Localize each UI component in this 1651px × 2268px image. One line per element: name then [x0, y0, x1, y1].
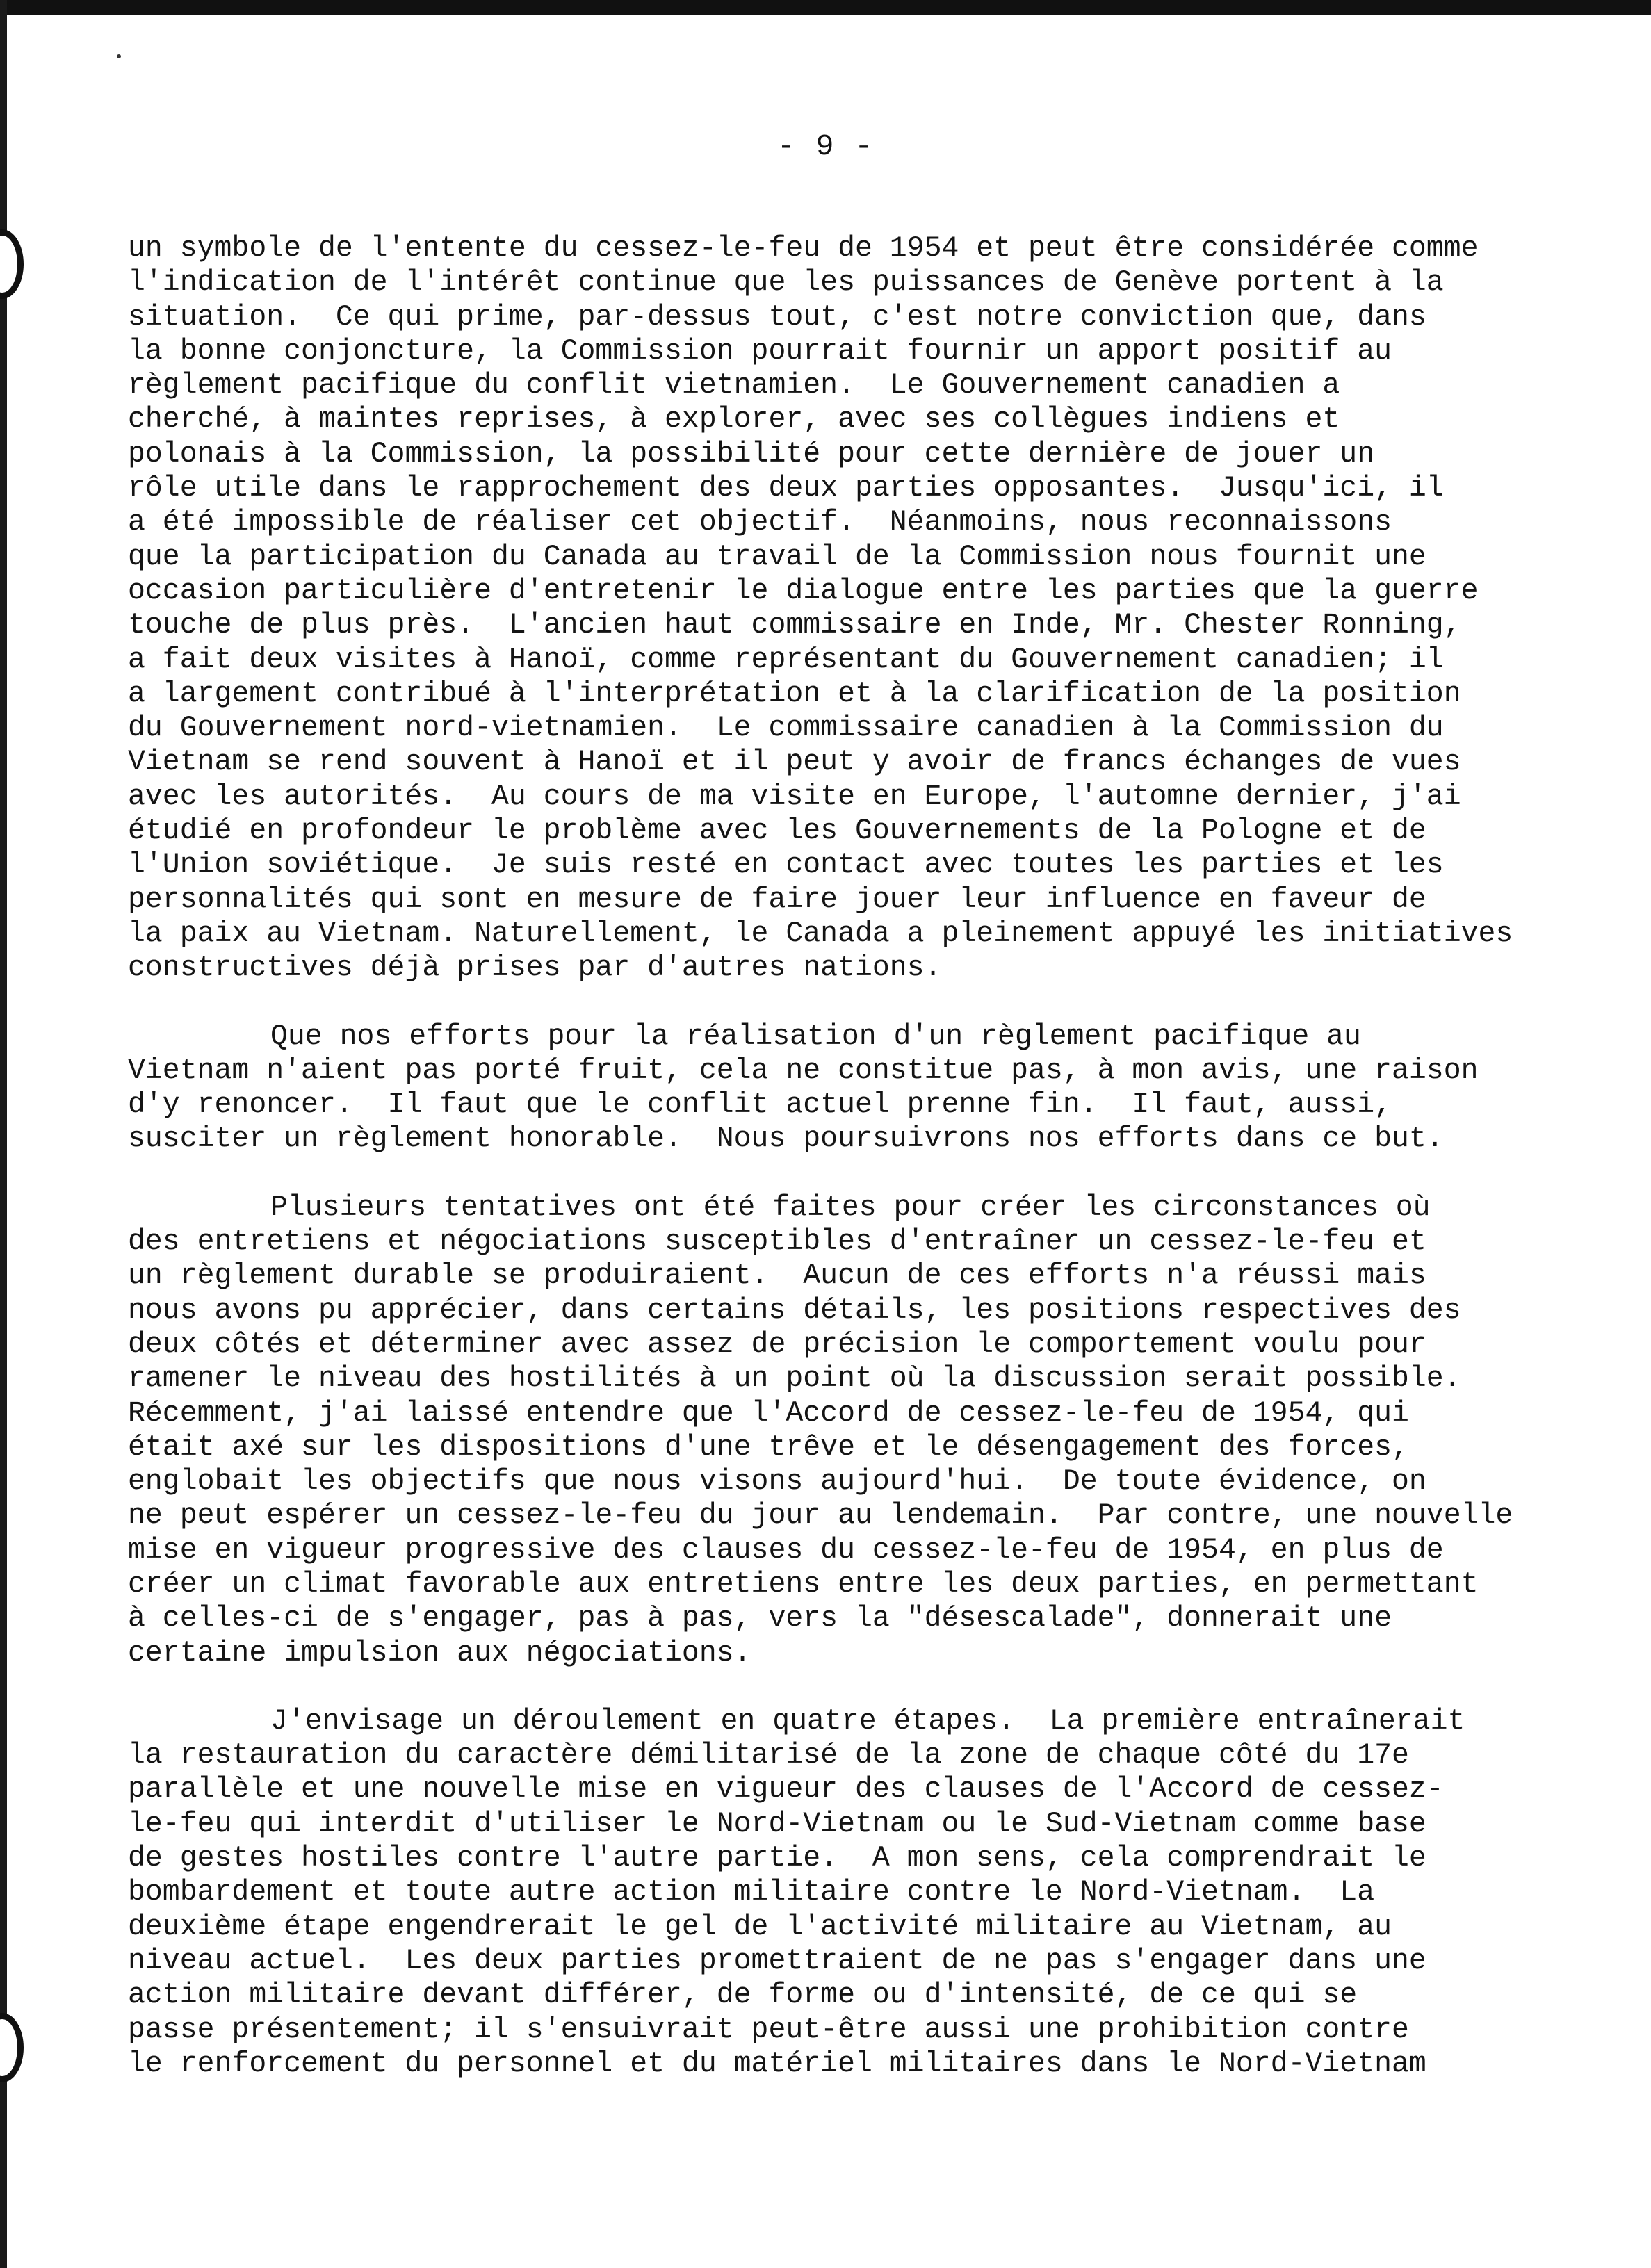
text-line: englobait les objectifs que nous visons aujourd'hui. De toute évidence, on	[128, 1465, 1426, 1499]
paragraph-1	[128, 231, 1539, 986]
text-line: parallèle et une nouvelle mise en vigueur des clauses de l'Accord de cessez-	[128, 1773, 1444, 1806]
text-line: constructives déjà prises par d'autres nations.	[128, 952, 942, 985]
text-line: étudié en profondeur le problème avec les Gouvernements de la Pologne et de	[128, 815, 1426, 848]
text-line: des entretiens et négociations susceptibles d'entraîner un cessez-le-feu et	[128, 1225, 1426, 1259]
scan-speck	[117, 54, 121, 58]
text-line: passe présentement; il s'ensuivrait peut-être aussi une prohibition contre	[128, 2013, 1409, 2046]
text-line: était axé sur les dispositions d'une trêve et le désengagement des forces,	[128, 1430, 1409, 1464]
text-line: avec les autorités. Au cours de ma visite en Europe, l'automne dernier, j'ai	[128, 780, 1461, 813]
text-line: Plusieurs tentatives ont été faites pour créer les circonstances où	[270, 1191, 1431, 1224]
text-line: polonais à la Commission, la possibilité pour cette dernière de jouer un	[128, 437, 1375, 471]
text-line: un symbole de l'entente du cessez-le-feu de 1954 et peut être considérée comme	[128, 232, 1479, 265]
text-line: action militaire devant différer, de forme ou d'intensité, de ce qui se	[128, 1979, 1358, 2012]
text-line: J'envisage un déroulement en quatre étapes. La première entraînerait	[270, 1704, 1465, 1738]
text-line: à celles-ci de s'engager, pas à pas, vers la "désescalade", donnerait une	[128, 1602, 1392, 1635]
text-line: rôle utile dans le rapprochement des deux parties opposantes. Jusqu'ici, il	[128, 472, 1444, 505]
body-text	[128, 231, 1539, 2081]
text-line: du Gouvernement nord-vietnamien. Le commissaire canadien à la Commission du	[128, 712, 1444, 745]
text-line: mise en vigueur progressive des clauses du cessez-le-feu de 1954, en plus de	[128, 1533, 1444, 1567]
text-line: créer un climat favorable aux entretiens entre les deux parties, en permettant	[128, 1567, 1479, 1601]
scan-border-left	[0, 0, 7, 2268]
text-line: ramener le niveau des hostilités à un point où la discussion serait possible.	[128, 1362, 1461, 1396]
text-line: la bonne conjoncture, la Commission pourrait fournir un apport positif au	[128, 334, 1392, 368]
text-line: de gestes hostiles contre l'autre partie. A mon sens, cela comprendrait le	[128, 1842, 1426, 1875]
text-line: règlement pacifique du conflit vietnamien. Le Gouvernement canadien a	[128, 369, 1340, 402]
text-line: un règlement durable se produiraient. Aucun de ces efforts n'a réussi mais	[128, 1259, 1426, 1293]
text-line: niveau actuel. Les deux parties promettraient de ne pas s'engager dans une	[128, 1944, 1426, 1977]
text-line: le renforcement du personnel et du matériel militaires dans le Nord-Vietnam	[128, 2047, 1426, 2080]
text-line: occasion particulière d'entretenir le dialogue entre les parties que la guerre	[128, 574, 1479, 607]
paragraph-3	[128, 1191, 1539, 1670]
text-line: deuxième étape engendrerait le gel de l'activité militaire au Vietnam, au	[128, 1910, 1392, 1943]
text-line: Que nos efforts pour la réalisation d'un règlement pacifique au	[270, 1020, 1361, 1053]
text-line: l'indication de l'intérêt continue que les puissances de Genève portent à la	[128, 266, 1444, 300]
text-line: l'Union soviétique. Je suis resté en contact avec toutes les parties et les	[128, 849, 1444, 882]
paragraph-2	[128, 1020, 1539, 1157]
text-line: personnalités qui sont en mesure de faire jouer leur influence en faveur de	[128, 883, 1426, 916]
text-line: le-feu qui interdit d'utiliser le Nord-Vietnam ou le Sud-Vietnam comme base	[128, 1807, 1426, 1841]
text-line: touche de plus près. L'ancien haut commissaire en Inde, Mr. Chester Ronning,	[128, 609, 1461, 642]
text-line: cherché, à maintes reprises, à explorer, avec ses collègues indiens et	[128, 403, 1340, 437]
text-line: Vietnam n'aient pas porté fruit, cela ne constitue pas, à mon avis, une raison	[128, 1054, 1479, 1087]
text-line: bombardement et toute autre action militaire contre le Nord-Vietnam. La	[128, 1876, 1375, 1909]
text-line: situation. Ce qui prime, par-dessus tout, c'est notre conviction que, dans	[128, 300, 1426, 334]
scan-border-top	[0, 0, 1651, 15]
paragraph-4	[128, 1704, 1539, 2081]
text-line: susciter un règlement honorable. Nous poursuivrons nos efforts dans ce but.	[128, 1123, 1444, 1156]
text-line: a largement contribué à l'interprétation et à la clarification de la position	[128, 677, 1461, 710]
text-line: deux côtés et déterminer avec assez de précision le comportement voulu pour	[128, 1328, 1426, 1361]
text-line: la paix au Vietnam. Naturellement, le Canada a pleinement appuyé les initiatives	[128, 917, 1513, 950]
binder-hole-top	[0, 229, 24, 299]
text-line: que la participation du Canada au travail de la Commission nous fournit une	[128, 540, 1426, 573]
text-line: nous avons pu apprécier, dans certains détails, les positions respectives des	[128, 1294, 1461, 1327]
text-line: a fait deux visites à Hanoï, comme représentant du Gouvernement canadien; il	[128, 643, 1444, 676]
text-line: certaine impulsion aux négociations.	[128, 1636, 751, 1670]
page-number: - 9 -	[776, 129, 875, 163]
text-line: a été impossible de réaliser cet objectif. Néanmoins, nous reconnaissons	[128, 506, 1392, 539]
text-line: d'y renoncer. Il faut que le conflit actuel prenne fin. Il faut, aussi,	[128, 1088, 1392, 1122]
text-line: la restauration du caractère démilitarisé de la zone de chaque côté du 17e	[128, 1739, 1409, 1772]
binder-hole-bottom	[0, 2013, 24, 2082]
text-line: Vietnam se rend souvent à Hanoï et il peut y avoir de francs échanges de vues	[128, 746, 1461, 779]
text-line: Récemment, j'ai laissé entendre que l'Accord de cessez-le-feu de 1954, qui	[128, 1396, 1409, 1430]
text-line: ne peut espérer un cessez-le-feu du jour au lendemain. Par contre, une nouvelle	[128, 1499, 1513, 1533]
